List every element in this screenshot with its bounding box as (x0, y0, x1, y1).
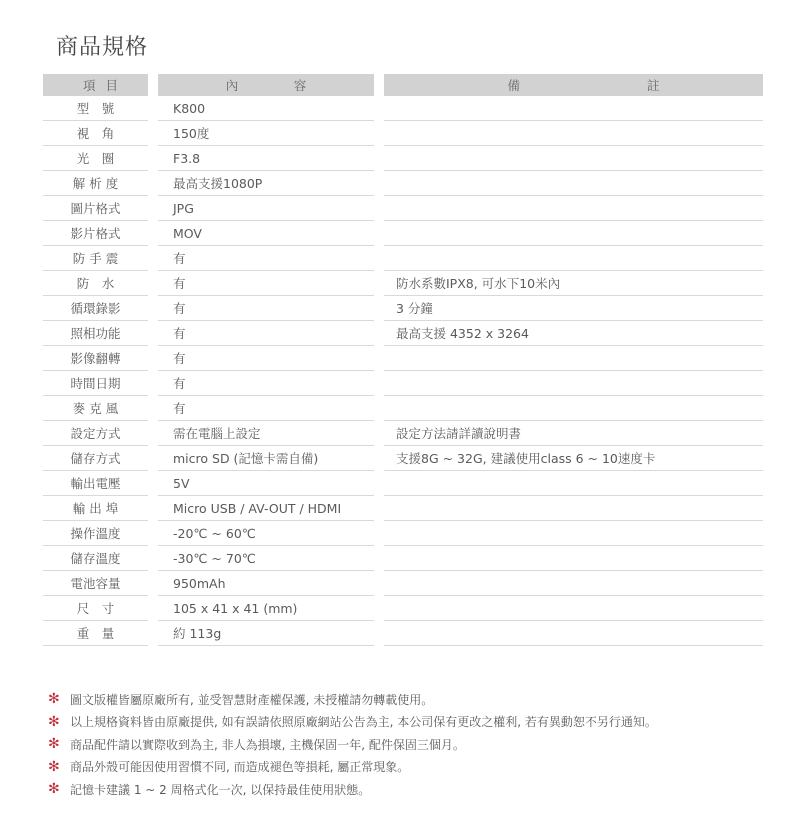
spec-label: 儲存溫度 (70, 551, 121, 566)
spec-value: 有 (173, 326, 186, 341)
spec-label: 循環錄影 (70, 301, 121, 316)
table-row (43, 396, 763, 421)
spec-table (43, 74, 763, 646)
asterisk-icon: ✻ (48, 758, 60, 775)
spec-note: 3 分鐘 (396, 301, 433, 316)
note-text: 商品配件請以實際收到為主, 非人為損壞, 主機保固一年, 配件保固三個月。 (70, 737, 465, 752)
header-content-char: 內 (225, 78, 239, 93)
spec-value: 有 (173, 376, 186, 391)
spec-note (384, 396, 763, 420)
table-row (43, 146, 763, 171)
asterisk-icon: ✻ (48, 713, 60, 730)
spec-value: 105 x 41 x 41 (mm) (173, 600, 298, 616)
table-row (43, 246, 763, 271)
spec-label: 型 號 (76, 101, 115, 116)
table-row (43, 346, 763, 371)
spec-note (384, 496, 763, 520)
spec-label: 解 析 度 (72, 176, 119, 191)
spec-note: 設定方法請詳讀說明書 (396, 426, 522, 441)
note-text: 商品外殼可能因使用習慣不同, 而造成褪色等損耗, 屬正常現象。 (70, 760, 410, 775)
spec-label: 時間日期 (70, 376, 121, 391)
table-row (43, 221, 763, 246)
table-row (43, 96, 763, 121)
spec-value: F3.8 (173, 150, 201, 166)
spec-label: 影片格式 (70, 226, 121, 241)
table-row (43, 621, 763, 646)
spec-value: -30℃ ~ 70℃ (173, 550, 256, 566)
spec-value: 需在電腦上設定 (173, 426, 261, 441)
table-row (43, 421, 763, 446)
spec-note (384, 621, 763, 645)
table-header (43, 74, 763, 96)
table-row (43, 321, 763, 346)
spec-label: 光 圈 (76, 151, 115, 166)
header-item-char: 項 (82, 78, 106, 93)
note-text: 圖文版權皆屬原廠所有, 並受智慧財產權保護, 未授權請勿轉載使用。 (70, 692, 434, 707)
spec-label: 視 角 (76, 126, 115, 141)
spec-note (384, 596, 763, 620)
spec-note (384, 371, 763, 395)
asterisk-icon: ✻ (48, 691, 60, 708)
spec-value: 有 (173, 351, 186, 366)
table-row (43, 171, 763, 196)
notes-list (48, 688, 657, 801)
spec-value: 950mAh (173, 575, 226, 591)
asterisk-icon: ✻ (48, 781, 60, 798)
spec-value: 150度 (173, 126, 210, 141)
table-row (43, 371, 763, 396)
spec-label: 防 手 震 (72, 251, 119, 266)
spec-value: JPG (173, 200, 194, 216)
spec-value: 5V (173, 475, 190, 491)
spec-note (384, 246, 763, 270)
table-body (43, 96, 763, 646)
table-row (43, 471, 763, 496)
spec-value: 有 (173, 301, 186, 316)
spec-label: 照相功能 (70, 326, 121, 341)
spec-label: 圖片格式 (70, 201, 121, 216)
spec-value: -20℃ ~ 60℃ (173, 525, 256, 541)
spec-note: 支援8G ~ 32G, 建議使用class 6 ~ 10速度卡 (396, 451, 656, 466)
spec-value: MOV (173, 225, 202, 241)
header-note-char: 備 (507, 78, 520, 93)
note-text: 以上規格資料皆由原廠提供, 如有誤請依照原廠網站公告為主, 本公司保有更改之權利, 若有異動恕不另行通知。 (70, 715, 657, 730)
spec-note (384, 196, 763, 220)
note-item (48, 756, 657, 779)
header-item-char: 目 (105, 78, 129, 93)
header-item (43, 74, 158, 96)
header-note (384, 74, 763, 96)
note-item (48, 711, 657, 734)
spec-label: 操作溫度 (70, 526, 121, 541)
table-row (43, 446, 763, 471)
spec-value: 最高支援1080P (173, 176, 263, 191)
spec-label: 設定方式 (70, 426, 121, 441)
spec-note (384, 121, 763, 145)
spec-label: 電池容量 (70, 576, 121, 591)
spec-label: 輸 出 埠 (72, 501, 119, 516)
spec-label: 儲存方式 (70, 451, 121, 466)
spec-label: 重 量 (76, 626, 115, 641)
header-note-char: 註 (646, 78, 660, 93)
spec-value: 有 (173, 251, 186, 266)
spec-note (384, 571, 763, 595)
spec-note (384, 146, 763, 170)
header-content (158, 74, 374, 96)
table-row (43, 271, 763, 296)
header-content-char: 容 (293, 78, 307, 93)
spec-note: 最高支援 4352 x 3264 (396, 326, 529, 341)
spec-label: 麥 克 風 (72, 401, 119, 416)
table-row (43, 196, 763, 221)
spec-value: K800 (173, 100, 206, 116)
spec-label: 尺 寸 (76, 601, 115, 616)
spec-note (384, 471, 763, 495)
spec-note (384, 546, 763, 570)
table-row (43, 121, 763, 146)
spec-label: 輸出電壓 (70, 476, 121, 491)
table-row (43, 546, 763, 571)
note-text: 記憶卡建議 1 ~ 2 周格式化一次, 以保持最佳使用狀態。 (70, 782, 371, 797)
table-row (43, 496, 763, 521)
spec-label: 影像翻轉 (70, 351, 121, 366)
spec-value: 有 (173, 401, 186, 416)
spec-note (384, 346, 763, 370)
note-item (48, 778, 657, 801)
spec-value: 約 113g (173, 626, 222, 641)
table-row (43, 296, 763, 321)
spec-note (384, 521, 763, 545)
note-item (48, 688, 657, 711)
spec-label: 防 水 (76, 276, 115, 291)
spec-note (384, 171, 763, 195)
spec-note (384, 96, 763, 120)
note-item (48, 733, 657, 756)
spec-note (384, 221, 763, 245)
table-row (43, 521, 763, 546)
table-row (43, 596, 763, 621)
page-title: 商品規格 (56, 35, 149, 60)
spec-value: micro SD (記憶卡需自備) (173, 451, 319, 466)
spec-value: Micro USB / AV-OUT / HDMI (173, 500, 342, 516)
table-row (43, 571, 763, 596)
asterisk-icon: ✻ (48, 736, 60, 753)
spec-value: 有 (173, 276, 186, 291)
spec-note: 防水系數IPX8, 可水下10米內 (396, 276, 561, 291)
